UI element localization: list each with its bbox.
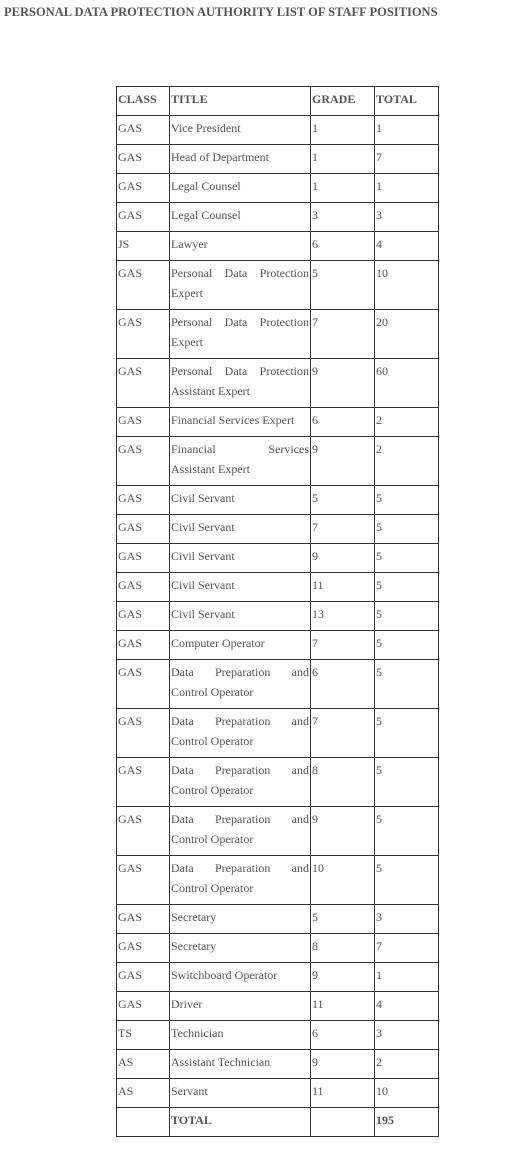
- table-row: [117, 758, 439, 807]
- cell-title: Driver: [170, 992, 311, 1021]
- cell-title: Civil Servant: [170, 515, 311, 544]
- cell-class: AS: [117, 1050, 170, 1079]
- title-line: [171, 760, 309, 780]
- cell-class: GAS: [117, 602, 170, 631]
- cell-grade: 9: [311, 1050, 375, 1079]
- cell-title: Assistant Technician: [170, 1050, 311, 1079]
- title-line: [171, 809, 309, 829]
- title-line: [171, 263, 309, 283]
- cell-total: 2: [375, 437, 439, 486]
- title-line: Assistant Expert: [171, 384, 250, 398]
- cell-title: Civil Servant: [170, 602, 311, 631]
- cell-grade: 1: [311, 174, 375, 203]
- table-row: [117, 660, 439, 709]
- cell-title: Technician: [170, 1021, 311, 1050]
- cell-total: 5: [375, 807, 439, 856]
- cell-class: GAS: [117, 709, 170, 758]
- cell-class: GAS: [117, 145, 170, 174]
- table-row: [117, 261, 439, 310]
- table-row: [117, 807, 439, 856]
- document-title: PERSONAL DATA PROTECTION AUTHORITY LIST OF STAFF POSITIONS: [4, 5, 438, 19]
- cell-total: 60: [375, 359, 439, 408]
- cell-grade: 9: [311, 544, 375, 573]
- cell-title: [170, 261, 311, 310]
- cell-class: GAS: [117, 486, 170, 515]
- title-word: Data: [224, 266, 248, 280]
- table-row: [117, 203, 439, 232]
- cell-class: GAS: [117, 116, 170, 145]
- cell-grade: 9: [311, 437, 375, 486]
- title-line: Assistant Expert: [171, 462, 250, 476]
- cell-total: 5: [375, 573, 439, 602]
- cell-class: GAS: [117, 544, 170, 573]
- title-line: [171, 312, 309, 332]
- cell-title: Civil Servant: [170, 486, 311, 515]
- cell-total: 5: [375, 515, 439, 544]
- cell-title: Civil Servant: [170, 573, 311, 602]
- title-word: Preparation: [215, 763, 271, 777]
- cell-class: GAS: [117, 437, 170, 486]
- title-word: Financial: [171, 442, 216, 456]
- table-row: [117, 408, 439, 437]
- cell-total: 5: [375, 758, 439, 807]
- title-word: Data: [224, 315, 248, 329]
- cell-title: Computer Operator: [170, 631, 311, 660]
- cell-grade: 6: [311, 408, 375, 437]
- cell-grade: 8: [311, 758, 375, 807]
- cell-total: 3: [375, 905, 439, 934]
- cell-grade: 13: [311, 602, 375, 631]
- total-label-cell: TOTAL: [170, 1108, 311, 1137]
- cell-total: 10: [375, 1079, 439, 1108]
- cell-grade: 8: [311, 934, 375, 963]
- cell-title: Legal Counsel: [170, 174, 311, 203]
- table-row: [117, 963, 439, 992]
- title-word: Services: [268, 442, 309, 456]
- cell-class: TS: [117, 1021, 170, 1050]
- table-row: [117, 992, 439, 1021]
- table-row: [117, 145, 439, 174]
- title-word: and: [291, 665, 309, 679]
- staff-positions-table: [116, 86, 439, 1137]
- cell-class: GAS: [117, 758, 170, 807]
- cell-title: Secretary: [170, 905, 311, 934]
- title-word: and: [291, 763, 309, 777]
- cell-grade: 5: [311, 261, 375, 310]
- cell-grade: 1: [311, 116, 375, 145]
- cell-title: Secretary: [170, 934, 311, 963]
- cell-total: 7: [375, 145, 439, 174]
- cell-title: Financial Services Expert: [170, 408, 311, 437]
- cell-grade: 11: [311, 1079, 375, 1108]
- title-word: Data: [171, 861, 194, 875]
- total-grade-cell: [311, 1108, 375, 1137]
- title-word: Preparation: [215, 665, 271, 679]
- cell-grade: 7: [311, 310, 375, 359]
- title-word: Data: [171, 812, 194, 826]
- title-line: Control Operator: [171, 685, 254, 699]
- table-row: [117, 437, 439, 486]
- cell-grade: 9: [311, 359, 375, 408]
- cell-grade: 11: [311, 992, 375, 1021]
- table-row: [117, 310, 439, 359]
- cell-total: 3: [375, 203, 439, 232]
- cell-class: GAS: [117, 261, 170, 310]
- table-row: [117, 573, 439, 602]
- cell-total: 4: [375, 232, 439, 261]
- table-row: [117, 515, 439, 544]
- cell-title: [170, 660, 311, 709]
- title-word: Data: [171, 763, 194, 777]
- cell-class: GAS: [117, 660, 170, 709]
- cell-grade: 6: [311, 660, 375, 709]
- title-word: and: [291, 861, 309, 875]
- table-row: [117, 856, 439, 905]
- title-word: Protection: [259, 364, 309, 378]
- title-word: Personal: [171, 315, 213, 329]
- title-word: Data: [171, 714, 194, 728]
- title-line: [171, 361, 309, 381]
- title-word: Personal: [171, 364, 213, 378]
- table-row: [117, 709, 439, 758]
- cell-title: [170, 359, 311, 408]
- table-row: [117, 232, 439, 261]
- cell-grade: 6: [311, 232, 375, 261]
- cell-total: 3: [375, 1021, 439, 1050]
- cell-grade: 1: [311, 145, 375, 174]
- cell-title: [170, 310, 311, 359]
- cell-grade: 10: [311, 856, 375, 905]
- header-title: TITLE: [170, 87, 311, 116]
- title-line: [171, 662, 309, 682]
- title-line: Expert: [171, 286, 203, 300]
- table-row: [117, 1021, 439, 1050]
- cell-class: GAS: [117, 631, 170, 660]
- cell-title: Servant: [170, 1079, 311, 1108]
- cell-title: [170, 437, 311, 486]
- title-word: and: [291, 714, 309, 728]
- table-row: [117, 1050, 439, 1079]
- table-row: [117, 905, 439, 934]
- cell-total: 7: [375, 934, 439, 963]
- cell-class: GAS: [117, 934, 170, 963]
- cell-grade: 7: [311, 515, 375, 544]
- cell-title: Lawyer: [170, 232, 311, 261]
- cell-grade: 5: [311, 486, 375, 515]
- table-row: [117, 631, 439, 660]
- cell-title: Head of Department: [170, 145, 311, 174]
- header-grade: GRADE: [311, 87, 375, 116]
- cell-class: GAS: [117, 408, 170, 437]
- table-row: [117, 1079, 439, 1108]
- cell-class: GAS: [117, 905, 170, 934]
- cell-total: 2: [375, 408, 439, 437]
- cell-class: GAS: [117, 310, 170, 359]
- cell-total: 5: [375, 709, 439, 758]
- cell-total: 2: [375, 1050, 439, 1079]
- cell-total: 5: [375, 856, 439, 905]
- title-line: Expert: [171, 335, 203, 349]
- title-word: Preparation: [215, 861, 271, 875]
- cell-title: [170, 856, 311, 905]
- cell-grade: 5: [311, 905, 375, 934]
- cell-class: AS: [117, 1079, 170, 1108]
- cell-title: [170, 709, 311, 758]
- title-word: Personal: [171, 266, 213, 280]
- table-row: [117, 486, 439, 515]
- cell-class: GAS: [117, 359, 170, 408]
- cell-class: GAS: [117, 963, 170, 992]
- table-row: [117, 602, 439, 631]
- cell-grade: 3: [311, 203, 375, 232]
- total-value-cell: 195: [375, 1108, 439, 1137]
- title-line: Control Operator: [171, 734, 254, 748]
- cell-class: GAS: [117, 807, 170, 856]
- cell-total: 4: [375, 992, 439, 1021]
- title-word: Protection: [259, 266, 309, 280]
- cell-title: Legal Counsel: [170, 203, 311, 232]
- title-line: [171, 439, 309, 459]
- cell-total: 5: [375, 631, 439, 660]
- cell-total: 1: [375, 174, 439, 203]
- cell-class: GAS: [117, 856, 170, 905]
- table-row: [117, 359, 439, 408]
- title-word: Data: [171, 665, 194, 679]
- cell-total: 20: [375, 310, 439, 359]
- table-row: [117, 544, 439, 573]
- cell-title: Switchboard Operator: [170, 963, 311, 992]
- cell-class: GAS: [117, 573, 170, 602]
- title-line: [171, 858, 309, 878]
- title-word: Preparation: [215, 714, 271, 728]
- title-line: [171, 711, 309, 731]
- title-word: and: [291, 812, 309, 826]
- cell-total: 1: [375, 116, 439, 145]
- cell-title: Vice President: [170, 116, 311, 145]
- cell-total: 10: [375, 261, 439, 310]
- cell-grade: 9: [311, 807, 375, 856]
- cell-class: GAS: [117, 515, 170, 544]
- cell-grade: 11: [311, 573, 375, 602]
- table-row: [117, 934, 439, 963]
- cell-grade: 7: [311, 631, 375, 660]
- title-line: Control Operator: [171, 783, 254, 797]
- cell-title: [170, 807, 311, 856]
- header-class: CLASS: [117, 87, 170, 116]
- cell-class: GAS: [117, 203, 170, 232]
- title-word: Preparation: [215, 812, 271, 826]
- table-body: [117, 116, 439, 1137]
- title-word: Data: [224, 364, 248, 378]
- table-header-row: [117, 87, 439, 116]
- table-row: [117, 174, 439, 203]
- cell-title: Civil Servant: [170, 544, 311, 573]
- table-row: [117, 116, 439, 145]
- total-row: [117, 1108, 439, 1137]
- cell-total: 5: [375, 660, 439, 709]
- cell-class: GAS: [117, 992, 170, 1021]
- cell-total: 5: [375, 602, 439, 631]
- cell-total: 5: [375, 486, 439, 515]
- cell-total: 5: [375, 544, 439, 573]
- cell-grade: 7: [311, 709, 375, 758]
- cell-class: JS: [117, 232, 170, 261]
- title-line: Control Operator: [171, 881, 254, 895]
- cell-title: [170, 758, 311, 807]
- total-class-cell: [117, 1108, 170, 1137]
- cell-class: GAS: [117, 174, 170, 203]
- cell-total: 1: [375, 963, 439, 992]
- title-word: Protection: [259, 315, 309, 329]
- cell-grade: 6: [311, 1021, 375, 1050]
- cell-grade: 9: [311, 963, 375, 992]
- header-total: TOTAL: [375, 87, 439, 116]
- title-line: Control Operator: [171, 832, 254, 846]
